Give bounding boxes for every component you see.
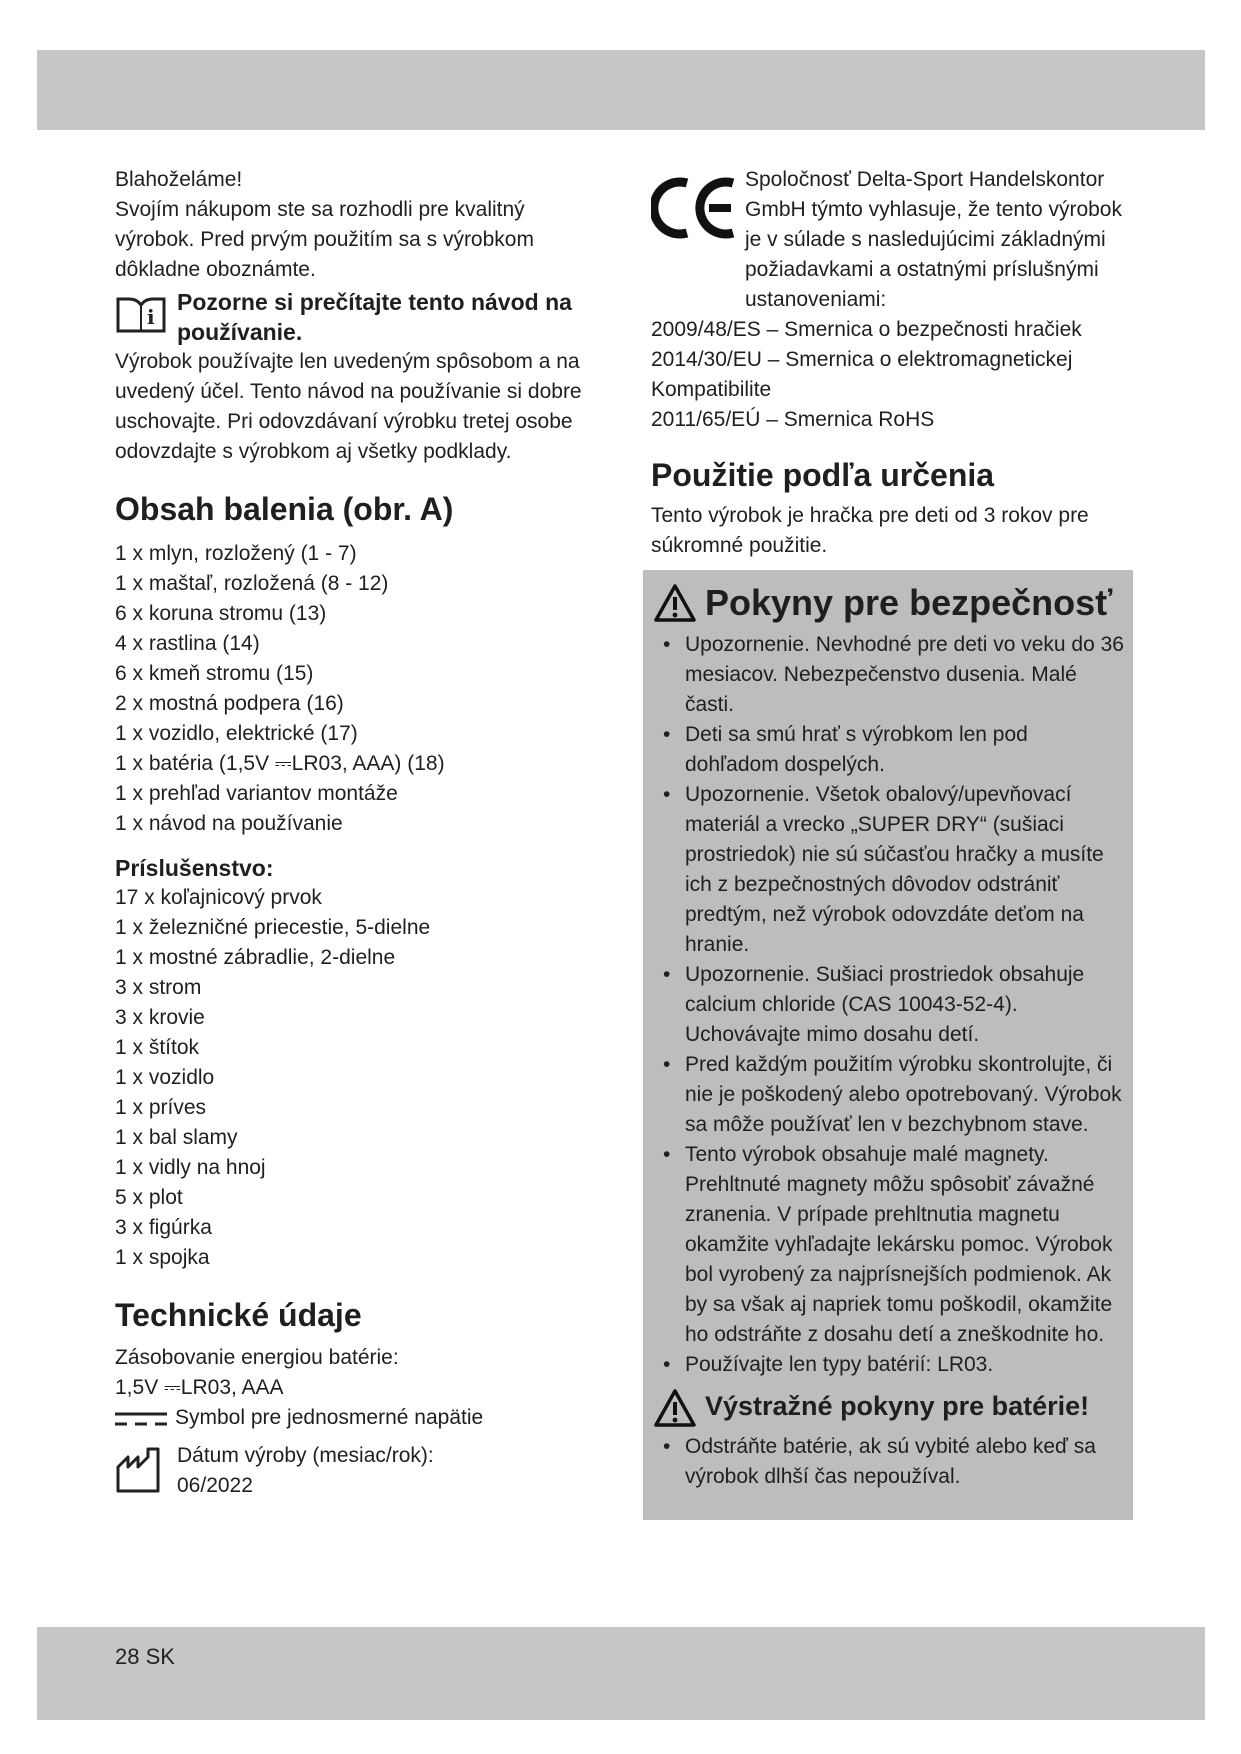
contents-item: 1 x maštaľ, rozložená (8 - 12) xyxy=(115,572,389,595)
directive-item: 2011/65/EÚ – Smernica RoHS xyxy=(651,408,935,431)
contents-item: 1 x vozidlo, elektrické (17) xyxy=(115,722,358,745)
notice-text: Pozorne si prečítajte tento návod na používanie. xyxy=(177,289,572,345)
contents-item: 1 x mlyn, rozložený (1 - 7) xyxy=(115,542,357,565)
header-band xyxy=(37,50,1205,130)
battery-list xyxy=(653,1432,1127,1492)
date-label: Dátum výroby (mesiac/rok): xyxy=(177,1444,434,1467)
date-value: 06/2022 xyxy=(177,1474,253,1497)
ce-mark-icon xyxy=(651,175,737,241)
safety-list xyxy=(653,630,1127,1380)
manual-info-icon xyxy=(115,291,167,337)
accessory-item: 1 x príves xyxy=(115,1096,207,1119)
accessory-item: 1 x spojka xyxy=(115,1246,210,1269)
contents-item: 6 x kmeň stromu (15) xyxy=(115,662,314,685)
contents-item: 1 x prehľad variantov montáže xyxy=(115,782,398,805)
accessories-list xyxy=(115,883,595,1273)
safety-title: Pokyny pre bezpečnosť xyxy=(705,582,1113,623)
manufacture-date-row xyxy=(115,1441,595,1501)
accessory-item: 1 x železničné priecestie, 5-dielne xyxy=(115,916,431,939)
safety-item: • Upozornenie. Všetok obalový/upevňovací materiál a vrecko „SUPER DRY“ (sušiaci prostriedok) nie sú súčasťou hračky a musíte ich z bezpečnostných dôvodov odstrániť predtým, než výrobok odovzdáte deťom na hranie. xyxy=(653,780,1127,960)
safety-item: • Upozornenie. Nevhodné pre deti vo veku do 36 mesiacov. Nebezpečenstvo dusenia. Malé časti. xyxy=(653,630,1127,720)
manufacture-date-text xyxy=(177,1441,434,1501)
contents-title: Obsah balenia (obr. A) xyxy=(115,491,454,527)
safety-item: • Tento výrobok obsahuje malé magnety. Prehltnuté magnety môžu spôsobiť závažné zranenia. V prípade prehltnutia magnetu okamžite vyhľadajte lekársku pomoc. Výrobok bol vyrobený za najprísnejších podmienok. Ak by sa však aj napriek tomu poškodil, okamžite ho odstráňte z dosahu detí a zneškodnite ho. xyxy=(653,1140,1127,1350)
accessory-item: 1 x bal slamy xyxy=(115,1126,238,1149)
accessory-item: 1 x štítok xyxy=(115,1036,200,1059)
contents-item: 6 x koruna stromu (13) xyxy=(115,602,327,625)
dc-symbol-text: Symbol pre jednosmerné napätie xyxy=(175,1406,484,1429)
battery-title-row xyxy=(653,1388,1127,1428)
direct-current-icon xyxy=(115,1407,167,1429)
contents-list xyxy=(115,539,595,839)
intended-use-text: Tento výrobok je hračka pre deti od 3 rokov pre súkromné použitie. xyxy=(651,504,1089,557)
ce-declaration-block xyxy=(651,165,1129,315)
accessory-item: 1 x vozidlo xyxy=(115,1066,215,1089)
accessory-item: 3 x krovie xyxy=(115,1006,205,1029)
svg-text:i: i xyxy=(147,305,155,329)
accessories-title: Príslušenstvo: xyxy=(115,855,274,881)
safety-title-row xyxy=(653,580,1127,626)
warning-triangle-icon xyxy=(653,583,697,623)
accessory-item: 3 x figúrka xyxy=(115,1216,212,1239)
directive-item: 2009/48/ES – Smernica o bezpečnosti hračiek xyxy=(651,318,1082,341)
contents-item: 2 x mostná podpera (16) xyxy=(115,692,344,715)
page-number: 28 SK xyxy=(115,1644,175,1669)
safety-item: • Pred každým použitím výrobku skontrolujte, či nie je poškodený alebo opotrebovaný. Výrobok sa môže používať len v bezchybnom stave. xyxy=(653,1050,1127,1140)
contents-item: 4 x rastlina (14) xyxy=(115,632,260,655)
greeting: Blahoželáme! xyxy=(115,168,243,191)
read-manual-notice xyxy=(115,287,595,347)
battery-warning-icon xyxy=(653,1388,697,1428)
footer-band xyxy=(37,1627,1205,1720)
safety-item: • Používajte len typy batérií: LR03. xyxy=(653,1350,1127,1380)
contents-item: 1 x batéria (1,5V ⎓LR03, AAA) (18) xyxy=(115,752,445,775)
intro-text: Svojím nákupom ste sa rozhodli pre kvalitný výrobok. Pred prvým použitím sa s výrobkom dôkladne oboznámte. xyxy=(115,198,534,281)
power-label: Zásobovanie energiou batérie: xyxy=(115,1346,399,1369)
safety-item: • Upozornenie. Sušiaci prostriedok obsahuje calcium chloride (CAS 10043-52-4). Uchovávajte mimo dosahu detí. xyxy=(653,960,1127,1050)
accessory-item: 1 x vidly na hnoj xyxy=(115,1156,266,1179)
left-column xyxy=(115,165,595,1501)
directives-list xyxy=(651,315,1129,435)
tech-title: Technické údaje xyxy=(115,1297,362,1333)
accessory-item: 17 x koľajnicový prvok xyxy=(115,886,322,909)
accessory-item: 1 x mostné zábradlie, 2-dielne xyxy=(115,946,396,969)
safety-item: • Deti sa smú hrať s výrobkom len pod dohľadom dospelých. xyxy=(653,720,1127,780)
ce-declaration-text: Spoločnosť Delta-Sport Handelskontor GmbH týmto vyhlasuje, že tento výrobok je v súlade s nasledujúcimi základnými požiadavkami a ostatnými príslušnými ustanoveniami: xyxy=(745,168,1122,311)
dc-symbol-row xyxy=(115,1403,595,1433)
intended-use-title: Použitie podľa určenia xyxy=(651,457,995,493)
power-value: 1,5V ⎓LR03, AAA xyxy=(115,1376,284,1399)
contents-item: 1 x návod na používanie xyxy=(115,812,343,835)
safety-box xyxy=(643,570,1133,1520)
accessory-item: 5 x plot xyxy=(115,1186,183,1209)
factory-date-icon xyxy=(115,1445,167,1495)
right-column xyxy=(651,165,1129,561)
accessory-item: 3 x strom xyxy=(115,976,202,999)
usage-text: Výrobok používajte len uvedeným spôsobom a na uvedený účel. Tento návod na používanie si dobre uschovajte. Pri odovzdávaní výrobku tretej osobe odovzdajte s výrobkom aj všetky podklady. xyxy=(115,350,582,463)
battery-item: • Odstráňte batérie, ak sú vybité alebo keď sa výrobok dlhší čas nepoužíval. xyxy=(653,1432,1127,1492)
battery-title: Výstražné pokyny pre batérie! xyxy=(705,1391,1090,1421)
directive-item: 2014/30/EU – Smernica o elektromagnetickej Kompatibilite xyxy=(651,348,1073,401)
